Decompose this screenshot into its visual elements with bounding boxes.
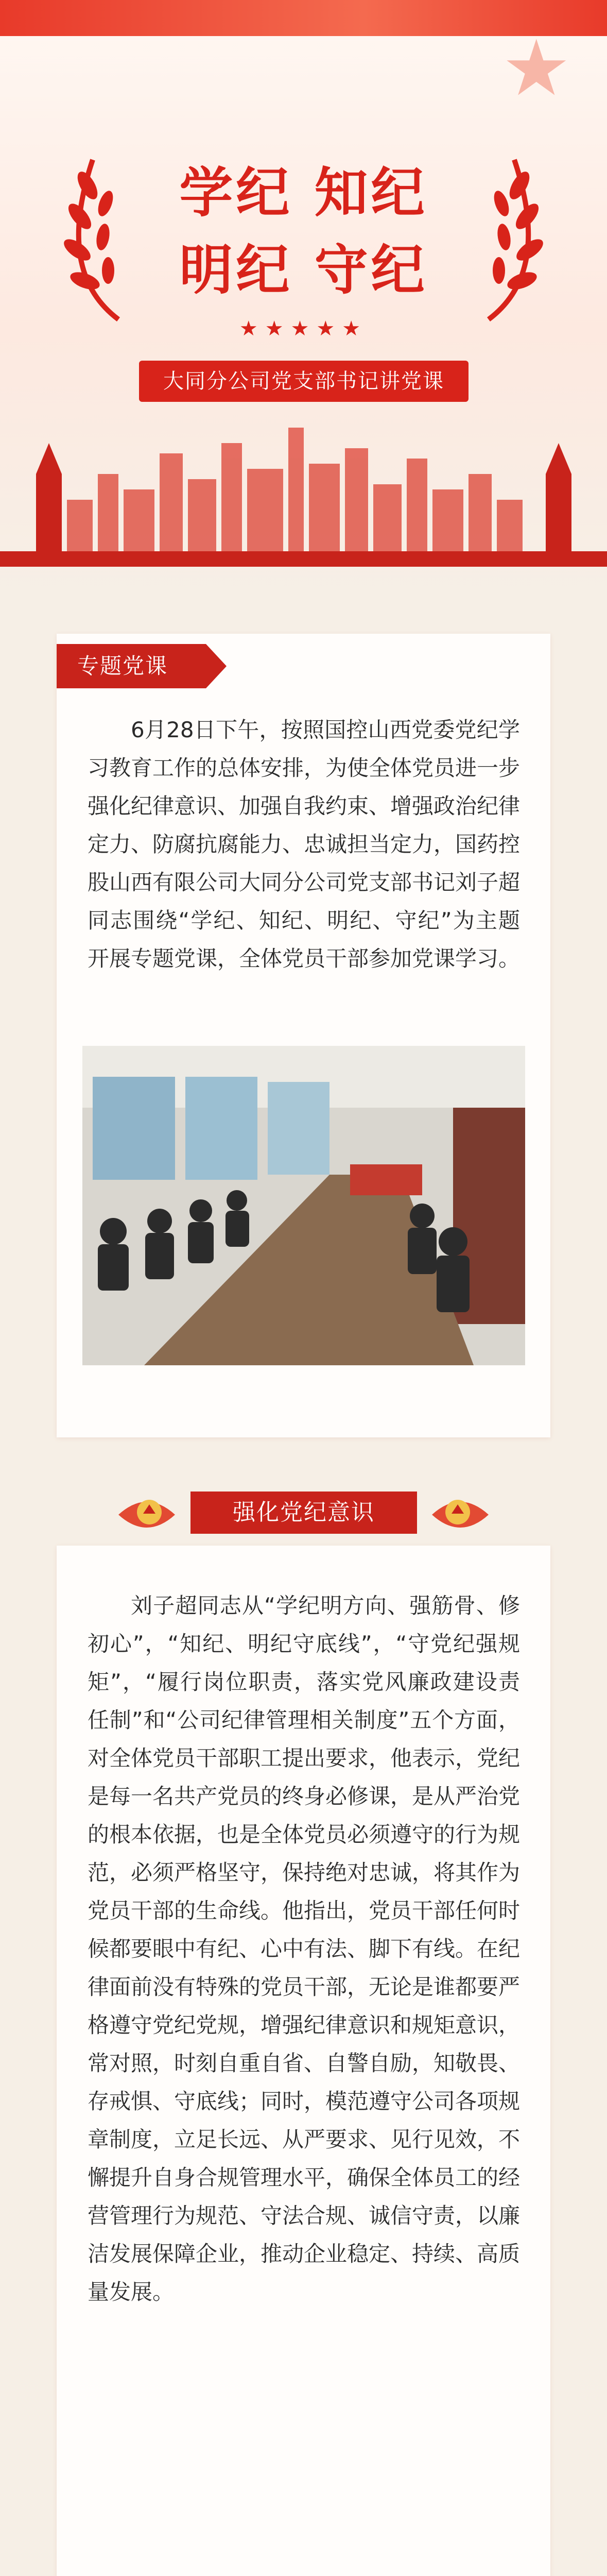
stars-row: ★★★★★ [239, 317, 368, 341]
party-emblem-right-icon [427, 1484, 494, 1540]
meeting-photo [82, 1046, 525, 1365]
meeting-room-image [82, 1046, 525, 1365]
header-banner [0, 0, 607, 598]
body-paragraph-1: 刘子超同志从“学纪明方向、强筋骨、修初心”，“知纪、明纪守底线”，“守党纪强规矩”，“履行岗位职责，落实党风廉政建设责任制”和“公司纪律管理相关制度”五个方面，对全体党员干部职工提出要求，他表示，党纪是每一名共产党员的终身必修课，是从严治党的根本依据，也是全体党员必须遵守的行为规范，必须严格坚守，保持绝对忠诚，将其作为党员干部的生命线。他指出，党员干部任何时候都要眼中有纪、心中有法、脚下有线。在纪律面前没有特殊的党员干部，无论是谁都要严格遵守党纪党规，增强纪律意识和规矩意识，常对照，时刻自重自省、自警自励，知敬畏、存戒惧、守底线；同时，模范遵守公司各项规章制度，立足长远、从严要求、见行见效，不懈提升自身合规管理水平，确保全体员工的经营管理行为规范、守法合规、诚信守责，以廉洁发展保障企业，推动企业稳定、持续、高质量发展。 [88, 1593, 521, 2304]
section-heading-label: 强化党纪意识 [190, 1492, 417, 1534]
city-skyline-icon [0, 412, 607, 567]
section-heading [0, 1484, 607, 1540]
star-decoration-icon: ★ [501, 24, 571, 113]
subtitle-banner: 大同分公司党支部书记讲党课 [139, 361, 469, 402]
section-tag: 专题党课 [57, 644, 206, 688]
page-title-line-1: 学纪 知纪 [179, 161, 428, 224]
party-emblem-left-icon [113, 1484, 180, 1540]
page-title-line-2: 明纪 守纪 [179, 238, 428, 301]
intro-paragraph: 6月28日下午，按照国控山西党委党纪学习教育工作的总体安排，为使全体党员进一步强化纪律意识、加强自我约束、增强政治纪律定力、防腐抗腐能力、忠诚担当定力，国药控股山西有限公司大同分公司党支部书记刘子超同志围绕“学纪、知纪、明纪、守纪”为主题开展专题党课，全体党员干部参加党课学习。 [88, 717, 521, 971]
